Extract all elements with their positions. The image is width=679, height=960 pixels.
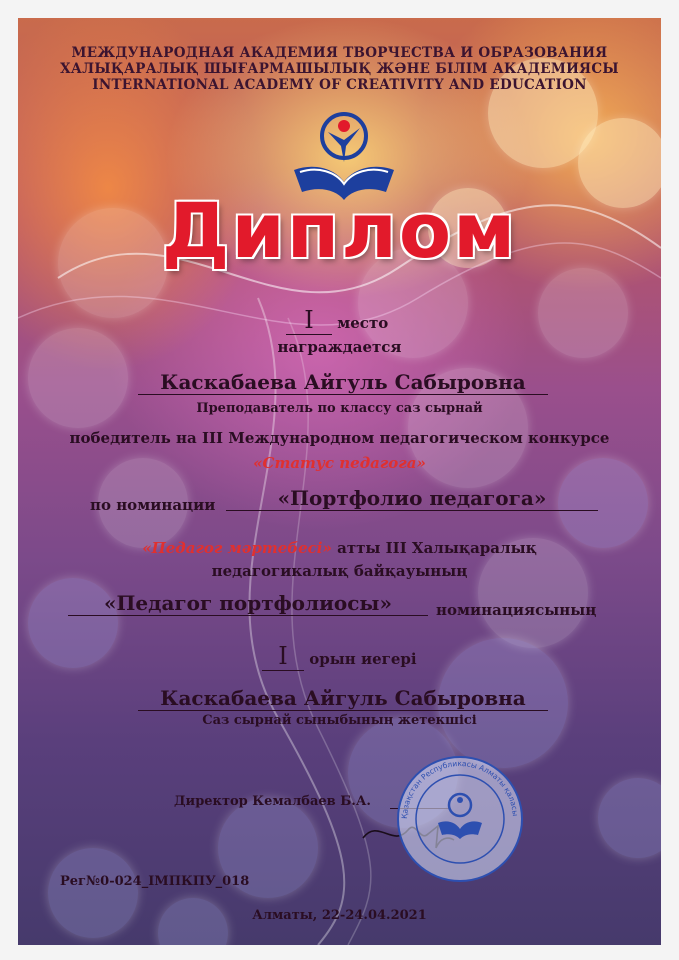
place-and-date: Алматы, 22-24.04.2021 [252,908,427,923]
nomination-kz: «Педагог портфолиосы» [104,591,392,615]
contest-line2-kz: педагогикалық байқауының [211,562,468,580]
contest-suffix-kz: атты III Халықаралық [337,539,537,557]
registration-number: Рег№0-024_IМПКПУ_018 [60,874,250,889]
recipient-position-kz: Саз сырнай сыныбының жетекшісі [202,713,477,728]
awarded-label: награждается [277,338,402,356]
recipient-name-ru: Каскабаева Айгуль Сабыровна [138,370,548,395]
contest-name-ru: «Статус педагога» [253,454,426,472]
recipient-name-kz-line [138,686,548,711]
place-number-kz: I [262,642,304,671]
nomination-line-kz [68,591,428,616]
winner-text: победитель на III Международном педагогическом конкурсе [69,429,610,447]
nomination-ru: «Портфолио педагога» [277,486,547,510]
diploma-sheet [18,18,661,945]
nomination-line-ru [226,486,598,511]
diploma-title: Диплом [161,186,518,275]
academy-name-ru: МЕЖДУНАРОДНАЯ АКАДЕМИЯ ТВОРЧЕСТВА И ОБРАЗОВАНИЯ [71,45,608,61]
director-label: Директор Кемалбаев Б.А. [174,794,371,809]
place-number: I [286,306,332,335]
contest-row-kz [18,539,661,557]
place-row-ru [286,306,388,335]
stamp-text: Қазақстан Республикасы Алматы қаласы [399,758,520,820]
recipient-position-ru: Преподаватель по классу саз сырнай [196,401,483,416]
contest-name-kz: «Педагог мәртебесі» [142,539,332,557]
place-label-kz: орын иегері [309,650,417,668]
nomination-label: по номинации [90,496,216,514]
nomination-suffix-kz: номинациясының [436,601,597,619]
place-row-kz [262,642,417,671]
recipient-name-ru-line [138,370,548,395]
place-label: место [337,314,389,332]
recipient-name-kz: Каскабаева Айгуль Сабыровна [160,686,526,710]
official-stamp-icon [394,753,526,885]
academy-name-kz: ХАЛЫҚАРАЛЫҚ ШЫҒАРМАШЫЛЫҚ ЖӘНЕ БІЛІМ АКАДЕМИЯСЫ [60,61,619,77]
academy-name-en: INTERNATIONAL ACADEMY OF CREATIVITY AND EDUCATION [92,77,587,93]
